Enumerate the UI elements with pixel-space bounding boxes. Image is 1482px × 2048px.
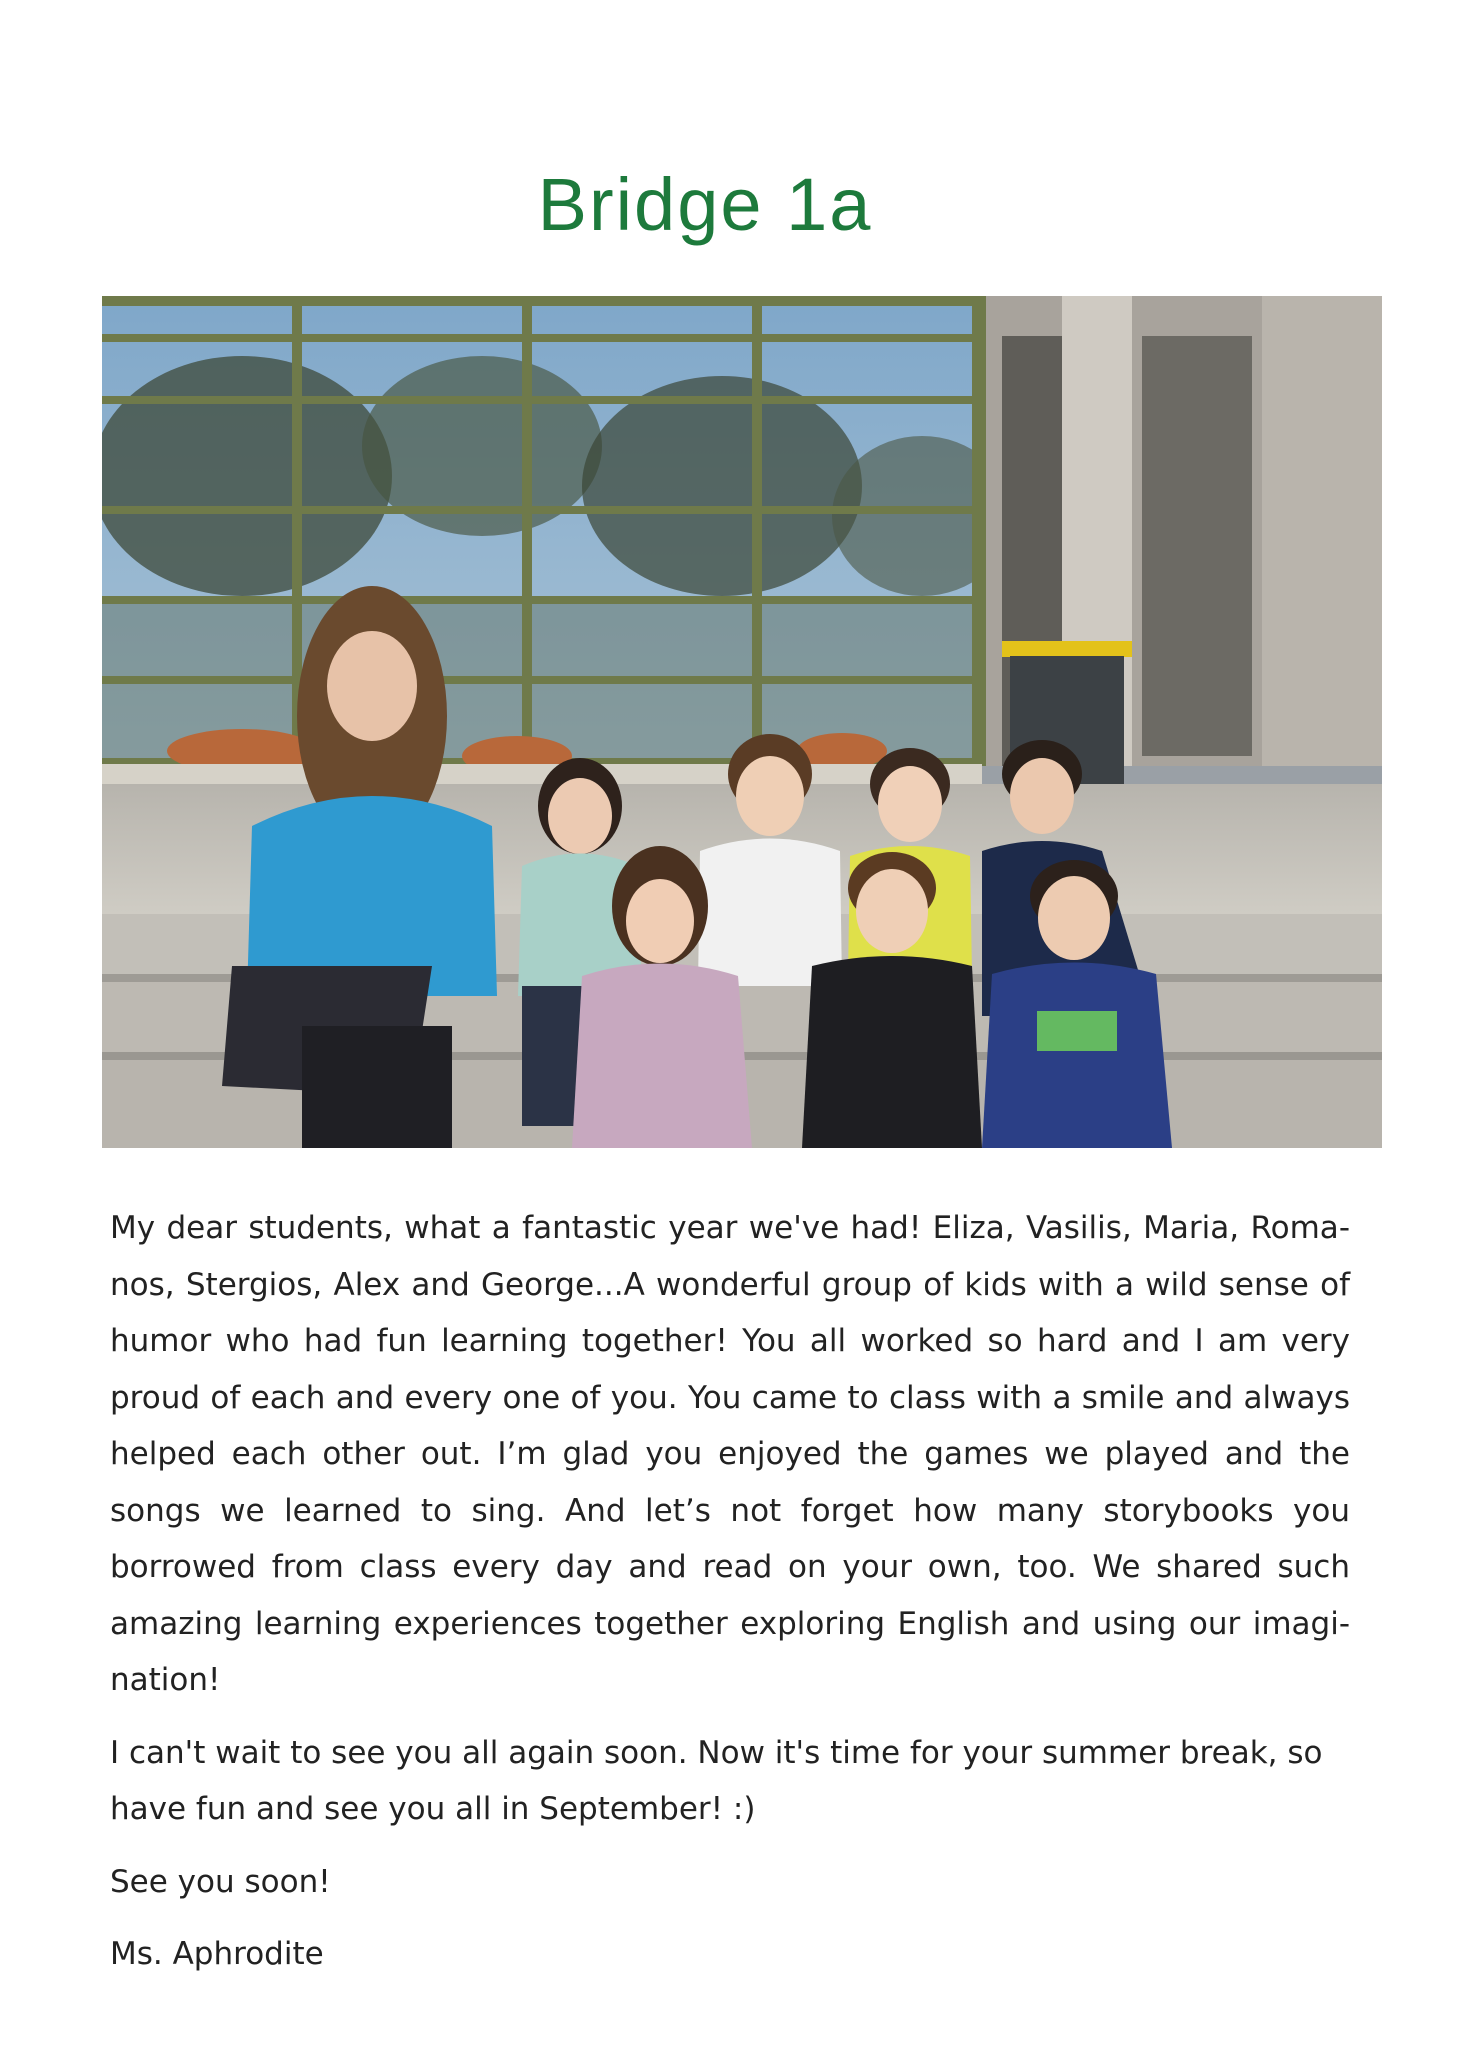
letter-body — [110, 1200, 1350, 1998]
page-title: Bridge 1a — [537, 163, 873, 246]
class-photo-illustration — [102, 296, 1382, 1148]
signature: Ms. Aphrodite — [110, 1935, 324, 1972]
class-photo — [102, 296, 1382, 1148]
letter-paragraph-1: My dear students, what a fantastic year we've had! Eliza, Vasilis, Maria, Romanos, Stergios, Alex and George...A wonderful group of kids with a wild sense of humor who had fun learning together! You all worked so hard and I am very proud of each and every one of you. You came to class with a smile and always helped each other out. I’m glad you enjoyed the games we played and the songs we learned to sing. And let’s not forget how many storybooks you borrowed from class every day and read on your own, too. We shared such amazing learning experiences together exploring English and using our imagination! — [110, 1210, 1350, 1698]
closing-line: See you soon! — [110, 1863, 331, 1900]
letter-paragraph-2: I can't wait to see you all again soon. Now it's time for your summer break, so have fun and see you all in September! :) — [110, 1734, 1323, 1827]
